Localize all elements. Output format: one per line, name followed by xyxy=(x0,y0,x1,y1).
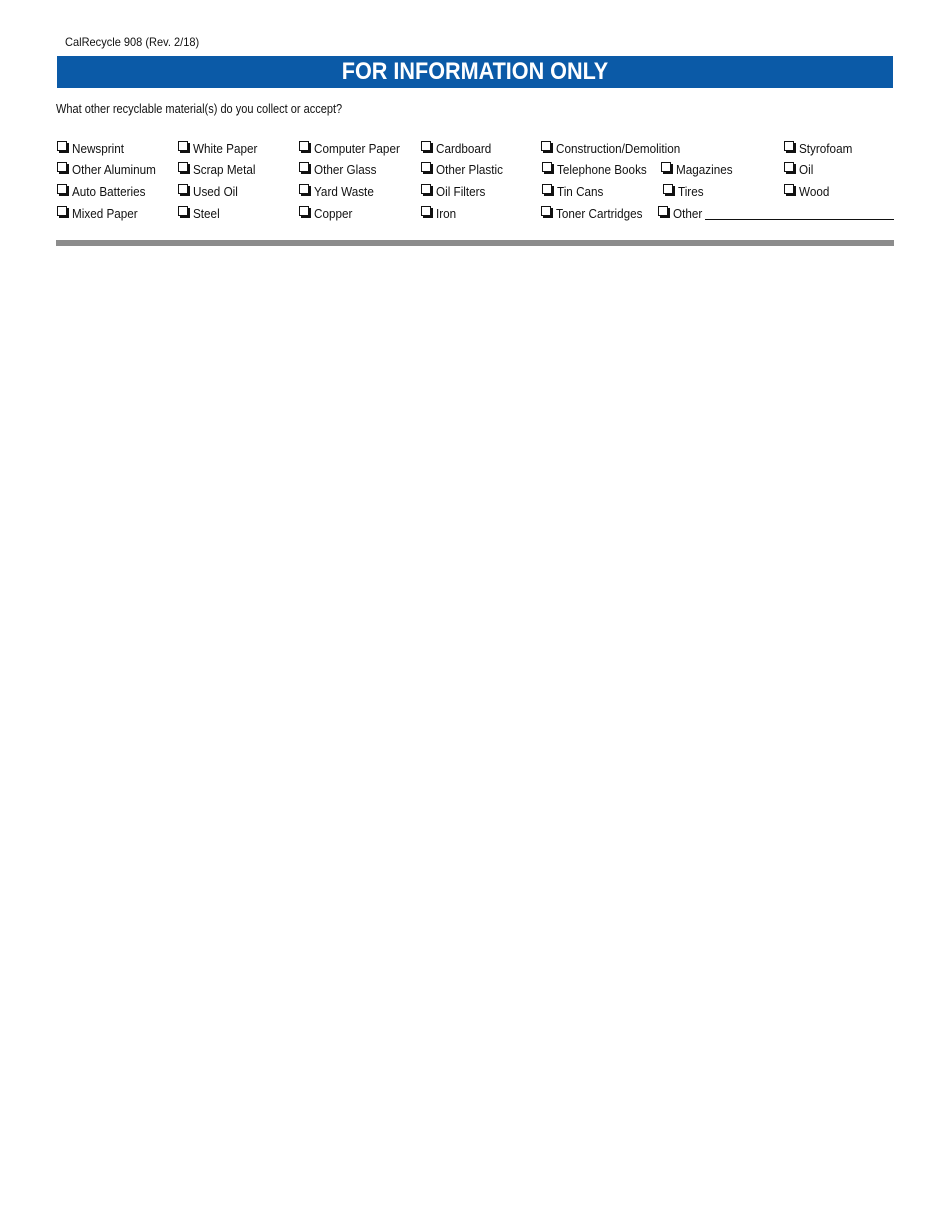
checkbox-icon[interactable] xyxy=(661,162,675,176)
option-wood[interactable] xyxy=(784,184,833,199)
option-label: Oil xyxy=(799,162,814,177)
option-auto-batteries[interactable] xyxy=(57,184,154,199)
option-yard-waste[interactable] xyxy=(299,184,380,199)
checkbox-icon[interactable] xyxy=(299,141,313,155)
checkbox-icon[interactable] xyxy=(421,162,435,176)
option-magazines[interactable] xyxy=(661,162,739,177)
checkbox-icon[interactable] xyxy=(299,184,313,198)
checkbox-icon[interactable] xyxy=(784,141,798,155)
option-mixed-paper[interactable] xyxy=(57,206,145,221)
option-tin-cans[interactable] xyxy=(542,184,609,199)
option-oil-filters[interactable] xyxy=(421,184,491,199)
option-other-glass[interactable] xyxy=(299,162,383,177)
checkbox-icon[interactable] xyxy=(57,162,71,176)
option-label: Construction/Demolition xyxy=(556,141,681,156)
option-label: White Paper xyxy=(193,141,258,156)
option-label: Oil Filters xyxy=(436,184,486,199)
option-other-plastic[interactable] xyxy=(421,162,510,177)
materials-question: What other recyclable material(s) do you collect or accept? xyxy=(56,102,343,116)
option-tires[interactable] xyxy=(663,184,706,199)
option-label: Other Plastic xyxy=(436,162,503,177)
checkbox-icon[interactable] xyxy=(541,206,555,220)
option-construction-demolition[interactable] xyxy=(541,141,694,156)
info-banner xyxy=(57,56,893,88)
option-other-aluminum[interactable] xyxy=(57,162,165,177)
checkbox-icon[interactable] xyxy=(299,206,313,220)
option-label: Tin Cans xyxy=(557,184,604,199)
option-label: Computer Paper xyxy=(314,141,400,156)
option-label: Steel xyxy=(193,206,220,221)
checkbox-icon[interactable] xyxy=(178,141,192,155)
checkbox-icon[interactable] xyxy=(542,184,556,198)
option-newsprint[interactable] xyxy=(57,141,130,156)
checkbox-icon[interactable] xyxy=(57,141,71,155)
option-label: Telephone Books xyxy=(557,162,647,177)
banner-title: FOR INFORMATION ONLY xyxy=(341,58,609,85)
checkbox-icon[interactable] xyxy=(541,141,555,155)
checkbox-icon[interactable] xyxy=(178,184,192,198)
checkbox-icon[interactable] xyxy=(784,184,798,198)
option-label: Magazines xyxy=(676,162,733,177)
checkbox-icon[interactable] xyxy=(178,206,192,220)
checkbox-icon[interactable] xyxy=(658,206,672,220)
option-used-oil[interactable] xyxy=(178,184,243,199)
checkbox-icon[interactable] xyxy=(542,162,556,176)
option-label: Other xyxy=(673,206,703,221)
option-label: Tires xyxy=(678,184,704,199)
option-white-paper[interactable] xyxy=(178,141,265,156)
option-steel[interactable] xyxy=(178,206,223,221)
option-label: Newsprint xyxy=(72,141,125,156)
checkbox-icon[interactable] xyxy=(663,184,677,198)
checkbox-icon[interactable] xyxy=(178,162,192,176)
option-scrap-metal[interactable] xyxy=(178,162,262,177)
option-computer-paper[interactable] xyxy=(299,141,409,156)
option-styrofoam[interactable] xyxy=(784,141,858,156)
option-label: Styrofoam xyxy=(799,141,853,156)
option-label: Cardboard xyxy=(436,141,492,156)
option-label: Other Glass xyxy=(314,162,377,177)
option-label: Used Oil xyxy=(193,184,238,199)
option-label: Yard Waste xyxy=(314,184,374,199)
checkbox-icon[interactable] xyxy=(299,162,313,176)
option-cardboard[interactable] xyxy=(421,141,497,156)
option-label: Other Aluminum xyxy=(72,162,156,177)
other-write-in-field[interactable] xyxy=(705,219,894,220)
option-label: Scrap Metal xyxy=(193,162,256,177)
option-label: Copper xyxy=(314,206,353,221)
option-label: Mixed Paper xyxy=(72,206,138,221)
checkbox-icon[interactable] xyxy=(57,184,71,198)
option-label: Iron xyxy=(436,206,457,221)
section-divider xyxy=(56,240,894,246)
option-copper[interactable] xyxy=(299,206,357,221)
option-telephone-books[interactable] xyxy=(542,162,657,177)
checkbox-icon[interactable] xyxy=(421,141,435,155)
option-label: Auto Batteries xyxy=(72,184,146,199)
option-toner-cartridges[interactable] xyxy=(541,206,652,221)
option-label: Toner Cartridges xyxy=(556,206,643,221)
checkbox-icon[interactable] xyxy=(57,206,71,220)
option-label: Wood xyxy=(799,184,830,199)
form-identifier: CalRecycle 908 (Rev. 2/18) xyxy=(65,35,200,49)
checkbox-icon[interactable] xyxy=(421,206,435,220)
checkbox-icon[interactable] xyxy=(421,184,435,198)
option-oil[interactable] xyxy=(784,162,815,177)
option-other[interactable] xyxy=(658,206,706,221)
checkbox-icon[interactable] xyxy=(784,162,798,176)
option-iron[interactable] xyxy=(421,206,458,221)
